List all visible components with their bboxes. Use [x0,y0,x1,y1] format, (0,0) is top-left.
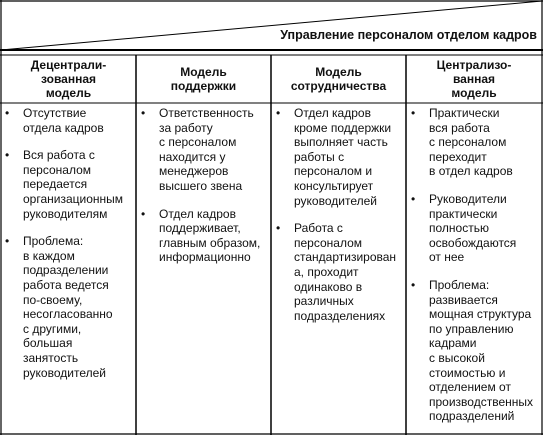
column-centralized [407,106,541,437]
header-support: Модель поддержки [170,65,237,93]
list-item: • Проблема: в каждом подразделении работа ведется по-своему, несогласованно с другими, большая занятость руководителей [5,234,113,380]
list-item: • Руководители практически полностью освобождаются от нее [411,191,517,265]
bullet-icon: • [276,106,281,120]
header-centralized: Централизо- ванная модель [436,58,512,100]
bullet-icon: • [5,234,10,249]
list-item: • Отсутствие отдела кадров [5,106,104,135]
bullet-icon: • [141,106,146,120]
column-decentralized [1,106,134,393]
list-item: • Проблема: развивается мощная структура по управлению кадрами с высокой стоимостью и отделением от производственных подразделений [411,277,533,424]
bullet-icon: • [5,148,10,163]
bullet-icon: • [411,191,416,206]
bullet-icon: • [276,221,281,236]
list-item: • Отдел кадров поддерживает, главным образом, информационно [141,206,261,265]
header-cooperation: Модель сотрудничества [290,65,387,93]
column-cooperation [272,106,405,336]
bullet-icon: • [141,206,146,221]
list-item: • Отдел кадров кроме поддержки выполняет часть работы с персоналом и консультирует руководителей [276,106,392,208]
bullet-icon: • [411,106,416,120]
list-item: • Работа с персоналом стандартизирован а, проходит одинаково в различных подразделениях [276,221,397,323]
column-support [137,106,270,278]
list-item: • Вся работа с персоналом передается организационным руководителям [5,148,124,221]
header-decentralized: Децентрали- зованная модель [30,58,107,100]
bullet-icon: • [5,106,10,120]
list-item: • Ответственность за работу с персоналом находится у менеджеров высшего звена [141,106,254,193]
table-title: Управление персоналом отделом кадров [280,28,537,42]
list-item: • Практически вся работа с персоналом переходит в отдел кадров [411,106,513,179]
bullet-icon: • [411,277,416,292]
